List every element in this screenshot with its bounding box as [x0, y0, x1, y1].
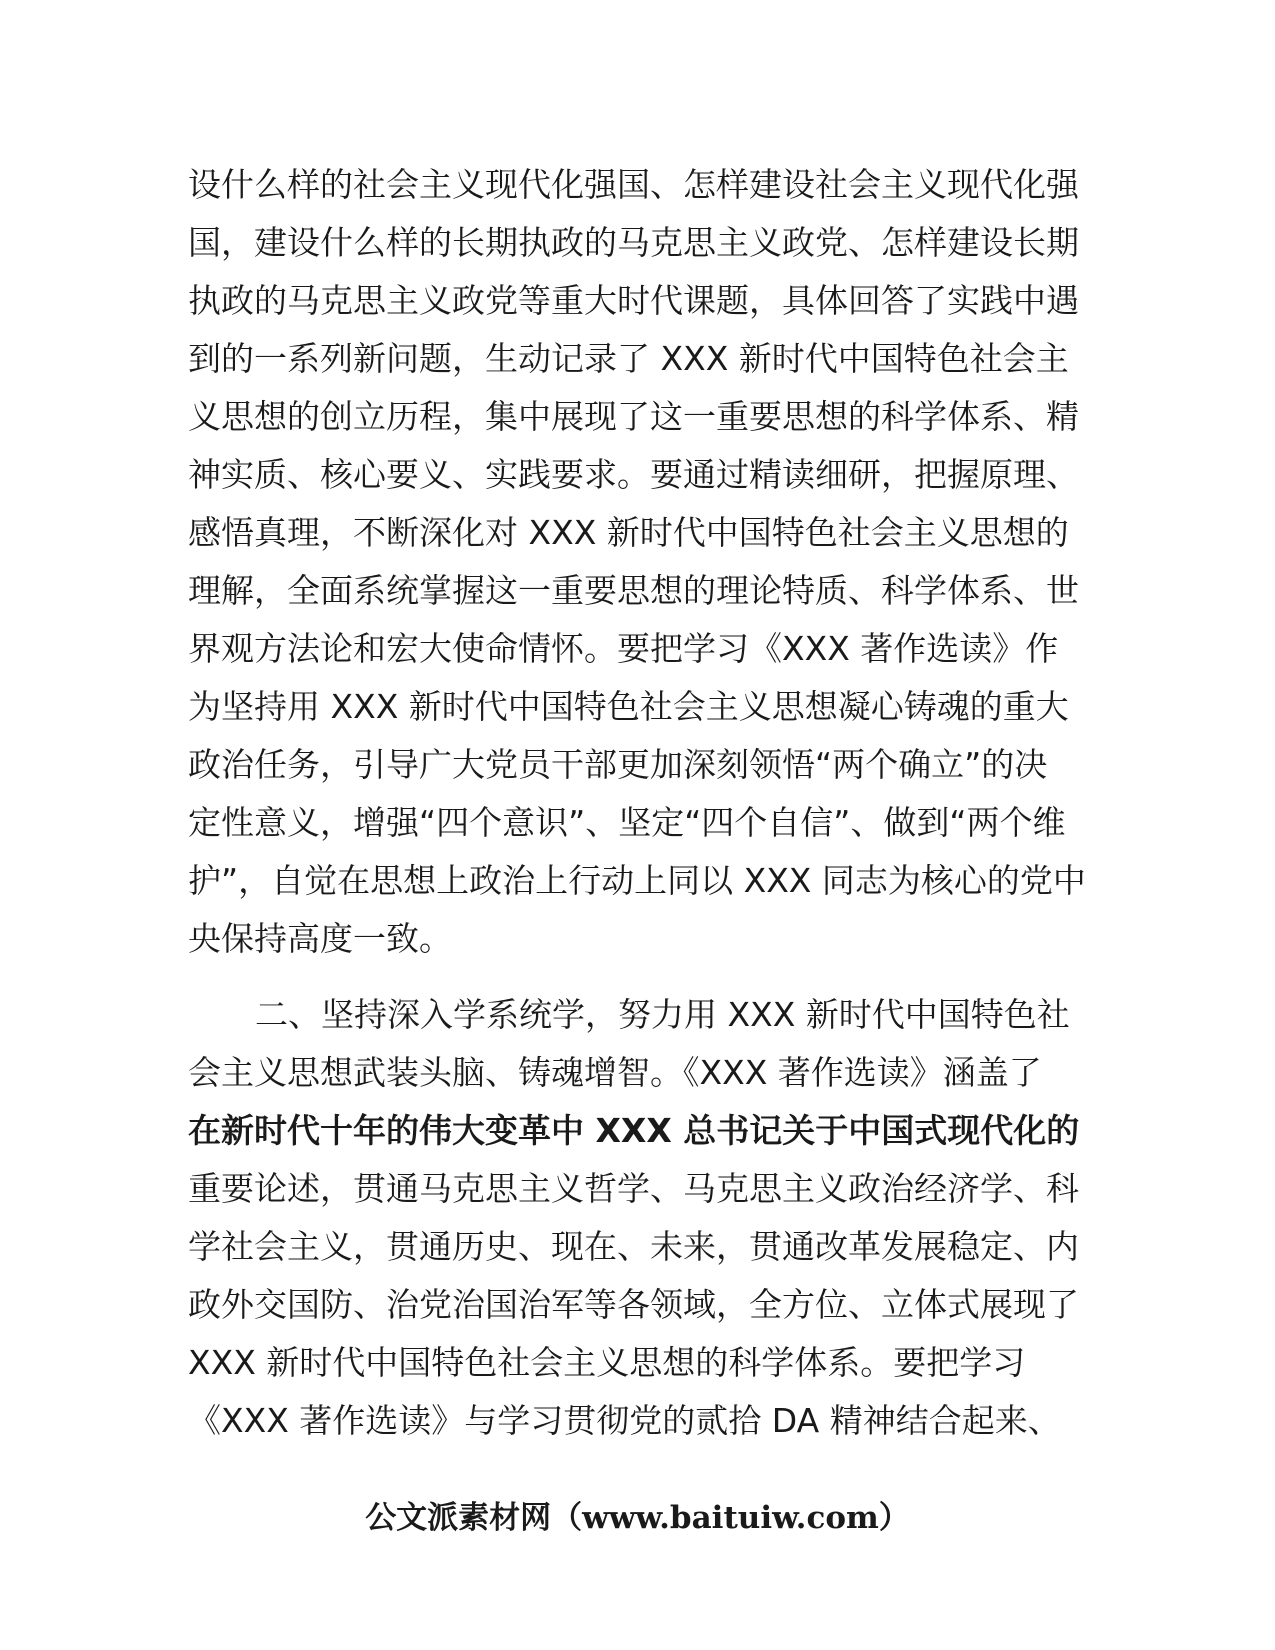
paragraph-1-line: 为坚持用 XXX 新时代中国特色社会主义思想凝心铸魂的重大: [188, 687, 1069, 726]
paragraph-2-line: 《XXX 著作选读》与学习贯彻党的贰拾 DA 精神结合起来、: [188, 1401, 1061, 1440]
paragraph-1-line: 政治任务，引导广大党员干部更加深刻领悟“两个确立”的决: [188, 745, 1048, 784]
paragraph-2-line: XXX 新时代中国特色社会主义思想的科学体系。要把学习: [188, 1343, 1026, 1382]
paragraph-1-line: 央保持高度一致。: [188, 919, 452, 958]
paragraph-1-line: 到的一系列新问题，生动记录了 XXX 新时代中国特色社会主: [188, 339, 1069, 378]
footer-watermark: 公文派素材网（www.baituiw.com）: [365, 1500, 910, 1536]
paragraph-2-line: 在新时代十年的伟大变革中 XXX 总书记关于中国式现代化的: [188, 1111, 1080, 1150]
body-text: [188, 156, 1086, 1450]
paragraph-2-line: 学社会主义，贯通历史、现在、未来，贯通改革发展稳定、内: [188, 1227, 1079, 1266]
paragraph-1-line: 理解，全面系统掌握这一重要思想的理论特质、科学体系、世: [188, 571, 1079, 610]
paragraph-1-line: 护”，自觉在思想上政治上行动上同以 XXX 同志为核心的党中: [188, 861, 1086, 900]
paragraph-1: [188, 156, 1086, 968]
paragraph-1-line: 义思想的创立历程，集中展现了这一重要思想的科学体系、精: [188, 397, 1079, 436]
paragraph-1-line: 国，建设什么样的长期执政的马克思主义政党、怎样建设长期: [188, 223, 1079, 262]
paragraph-1-line: 感悟真理，不断深化对 XXX 新时代中国特色社会主义思想的: [188, 513, 1069, 552]
paragraph-1-line: 神实质、核心要义、实践要求。要通过精读细研，把握原理、: [188, 455, 1079, 494]
paragraph-1-line: 定性意义，增强“四个意识”、坚定“四个自信”、做到“两个维: [188, 803, 1066, 842]
paragraph-2-line: 重要论述，贯通马克思主义哲学、马克思主义政治经济学、科: [188, 1169, 1079, 1208]
paragraph-1-line: 设什么样的社会主义现代化强国、怎样建设社会主义现代化强: [188, 165, 1079, 204]
paragraph-2-heading-line: 二、坚持深入学系统学，努力用 XXX 新时代中国特色社: [255, 995, 1070, 1034]
paragraph-1-line: 执政的马克思主义政党等重大时代课题，具体回答了实践中遇: [188, 281, 1079, 320]
paragraph-1-line: 界观方法论和宏大使命情怀。要把学习《XXX 著作选读》作: [188, 629, 1059, 668]
paragraph-2: [188, 986, 1080, 1450]
paragraph-2-line: 会主义思想武装头脑、铸魂增智。《XXX 著作选读》涵盖了: [188, 1053, 1042, 1092]
paragraph-2-line: 政外交国防、治党治国治军等各领域，全方位、立体式展现了: [188, 1285, 1079, 1324]
